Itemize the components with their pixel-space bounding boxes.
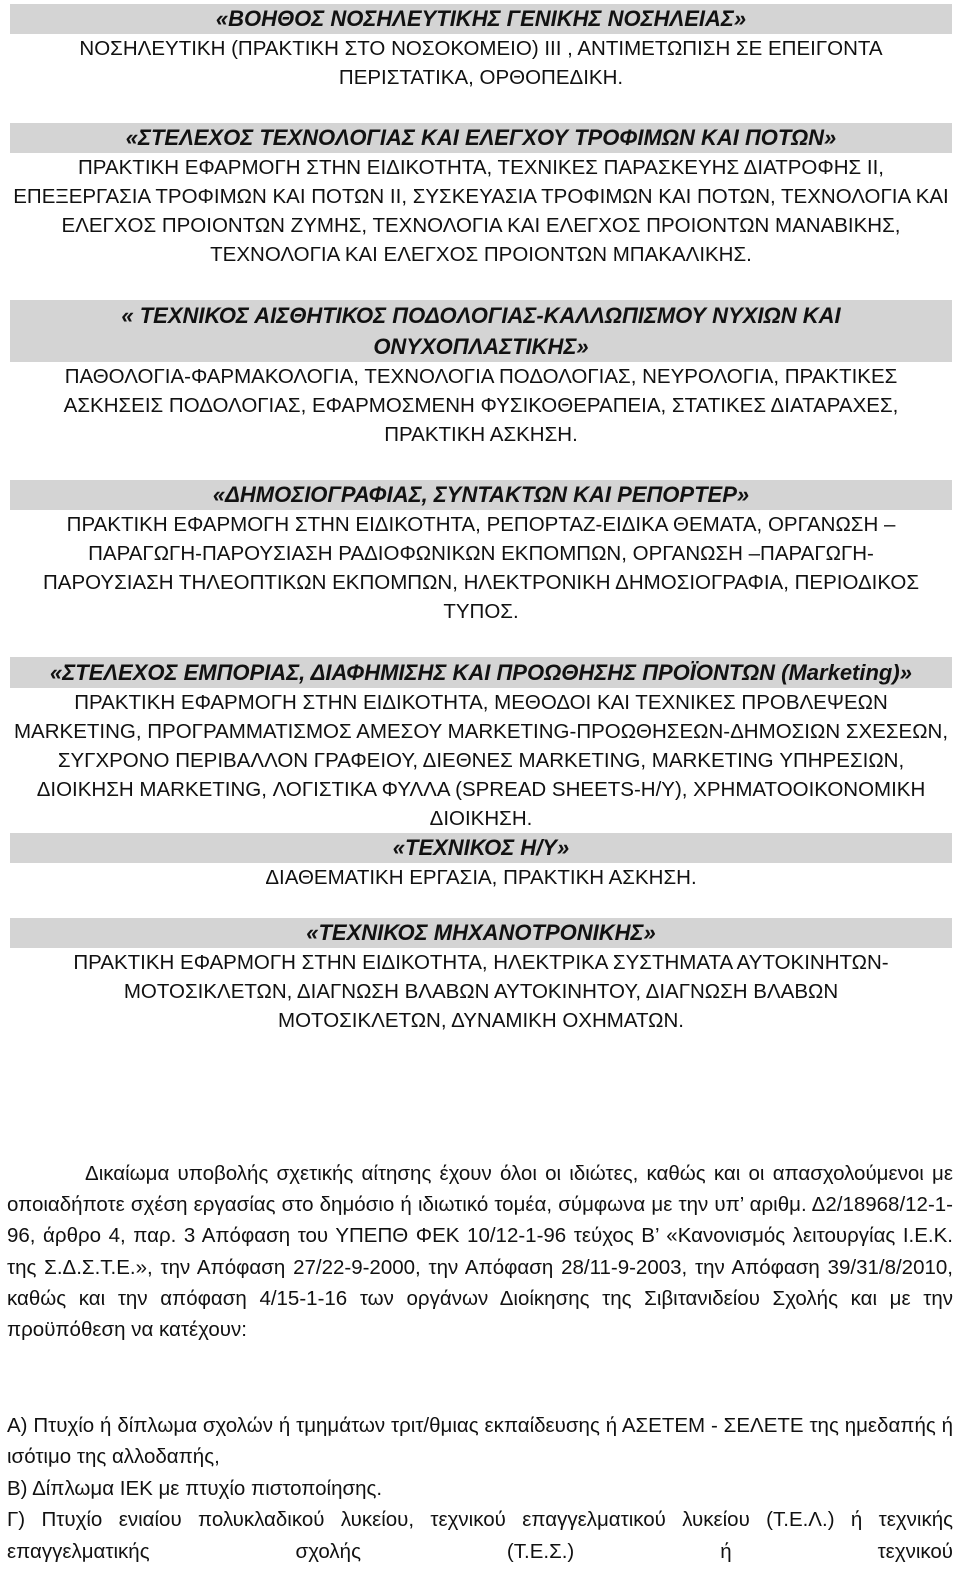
spacer [10, 892, 952, 918]
eligibility-text: Δικαίωμα υποβολής σχετικής αίτησης έχουν όλοι οι ιδιώτες, καθώς και οι απασχολούμενοι με οποιαδήποτε σχέση εργασίας στο δημόσιο ή ιδιωτικό τομέα, σύμφωνα με την υπ’ αριθμ. Δ2/18968/12-1-96, άρθρο 4, παρ. 3 Απόφαση του ΥΠΕΠΘ ΦΕΚ 10/12-1-96 τεύχος Β’ «Κανονισμός λειτουργίας Ι.Ε.Κ. της Σ.Δ.Σ.Τ.Ε.», την Απόφαση 27/22-9-2000, την Απόφαση 28/11-9-2003, την Απόφαση 39/31/8/2010, καθώς και την απόφαση 4/15-1-16 των οργάνων Διοίκησης της Σιβιτανιδείου Σχολής και με την προϋπόθεση να κατέχουν: [7, 1162, 953, 1342]
spacer [10, 449, 952, 480]
specialty-description: ΠΡΑΚΤΙΚΗ ΕΦΑΡΜΟΓΗ ΣΤΗΝ ΕΙΔΙΚΟΤΗΤΑ, ΡΕΠΟΡΤΑΖ-ΕΙΔΙΚΑ ΘΕΜΑΤΑ, ΟΡΓΑΝΩΣΗ –ΠΑΡΑΓΩΓΗ-ΠΑΡΟΥΣΙΑΣΗ ΡΑΔΙΟΦΩΝΙΚΩΝ ΕΚΠΟΜΠΩΝ, ΟΡΓΑΝΩΣΗ –ΠΑΡΑΓΩΓΗ-ΠΑΡΟΥΣΙΑΣΗ ΤΗΛΕΟΠΤΙΚΩΝ ΕΚΠΟΜΠΩΝ, ΗΛΕΚΤΡΟΝΙΚΗ ΔΗΜΟΣΙΟΓΡΑΦΙΑ, ΠΕΡΙΟΔΙΚΟΣ ΤΥΠΟΣ. [42, 513, 920, 623]
specialty-title: «ΣΤΕΛΕΧΟΣ ΕΜΠΟΡΙΑΣ, ΔΙΑΦΗΜΙΣΗΣ ΚΑΙ ΠΡΟΩΘΗΣΗΣ ΠΡΟΪΟΝΤΩΝ (Marketing)» [10, 657, 952, 688]
specialty-nursing-assistant [10, 4, 952, 92]
specialty-description: ΠΑΘΟΛΟΓΙΑ-ΦΑΡΜΑΚΟΛΟΓΙΑ, ΤΕΧΝΟΛΟΓΙΑ ΠΟΔΟΛΟΓΙΑΣ, ΝΕΥΡΟΛΟΓΙΑ, ΠΡΑΚΤΙΚΕΣ ΑΣΚΗΣΕΙΣ ΠΟΔΟΛΟΓΙΑΣ, ΕΦΑΡΜΟΣΜΕΝΗ ΦΥΣΙΚΟΘΕΡΑΠΕΙΑ, ΣΤΑΤΙΚΕΣ ΔΙΑΤΑΡΑΧΕΣ, ΠΡΑΚΤΙΚΗ ΑΣΚΗΣΗ. [63, 365, 899, 446]
specialty-podiatry [10, 300, 952, 449]
specialty-title: «ΤΕΧΝΙΚΟΣ Η/Υ» [10, 833, 952, 863]
qualification-item: Α) Πτυχίο ή δίπλωμα σχολών ή τμημάτων τριτ/θμιας εκπαίδευσης ή ΑΣΕΤΕΜ - ΣΕΛΕΤΕ της ημεδαπής ή ισότιμο της αλλοδαπής, [7, 1414, 953, 1469]
qualification-item: Β) Δίπλωμα ΙΕΚ με πτυχίο πιστοποίησης. [7, 1476, 383, 1500]
qualification-item: Γ) Πτυχίο ενιαίου πολυκλαδικού λυκείου, τεχνικού επαγγελματικού λυκείου (Τ.Ε.Λ.) ή τεχνικής επαγγελματικής σχολής (Τ.Ε.Σ.) ή τεχνικού [7, 1508, 953, 1563]
spacer [10, 269, 952, 300]
specialty-computer-technician [10, 833, 952, 892]
qualifications-list [7, 1410, 953, 1567]
specialty-description: ΠΡΑΚΤΙΚΗ ΕΦΑΡΜΟΓΗ ΣΤΗΝ ΕΙΔΙΚΟΤΗΤΑ, ΗΛΕΚΤΡΙΚΑ ΣΥΣΤΗΜΑΤΑ ΑΥΤΟΚΙΝΗΤΩΝ-ΜΟΤΟΣΙΚΛΕΤΩΝ, ΔΙΑΓΝΩΣΗ ΒΛΑΒΩΝ ΑΥΤΟΚΙΝΗΤΟΥ, ΔΙΑΓΝΩΣΗ ΒΛΑΒΩΝ ΜΟΤΟΣΙΚΛΕΤΩΝ, ΔΥΝΑΜΙΚΗ ΟΧΗΜΑΤΩΝ. [73, 951, 889, 1032]
eligibility-paragraph [7, 1158, 953, 1345]
specialty-journalism [10, 480, 952, 626]
specialty-description: ΔΙΑΘΕΜΑΤΙΚΗ ΕΡΓΑΣΙΑ, ΠΡΑΚΤΙΚΗ ΑΣΚΗΣΗ. [265, 866, 697, 889]
specialty-title: «ΔΗΜΟΣΙΟΓΡΑΦΙΑΣ, ΣΥΝΤΑΚΤΩΝ ΚΑΙ ΡΕΠΟΡΤΕΡ» [10, 480, 952, 510]
specialty-title: «ΣΤΕΛΕΧΟΣ ΤΕΧΝΟΛΟΓΙΑΣ ΚΑΙ ΕΛΕΓΧΟΥ ΤΡΟΦΙΜΩΝ ΚΑΙ ΠΟΤΩΝ» [10, 123, 952, 153]
specialties-list [10, 4, 952, 1035]
specialty-marketing [10, 657, 952, 833]
specialty-title: « ΤΕΧΝΙΚΟΣ ΑΙΣΘΗΤΙΚΟΣ ΠΟΔΟΛΟΓΙΑΣ-ΚΑΛΛΩΠΙΣΜΟΥ ΝΥΧΙΩΝ ΚΑΙ ΟΝΥΧΟΠΛΑΣΤΙΚΗΣ» [10, 300, 952, 362]
specialty-food-technology [10, 123, 952, 269]
specialty-mechatronics [10, 918, 952, 1035]
spacer [10, 92, 952, 123]
specialty-description: ΠΡΑΚΤΙΚΗ ΕΦΑΡΜΟΓΗ ΣΤΗΝ ΕΙΔΙΚΟΤΗΤΑ, ΜΕΘΟΔΟΙ ΚΑΙ ΤΕΧΝΙΚΕΣ ΠΡΟΒΛΕΨΕΩΝ MARKETING, ΠΡΟΓΡΑΜΜΑΤΙΣΜΟΣ ΑΜΕΣΟΥ MARKETING-ΠΡΟΩΘΗΣΕΩΝ-ΔΗΜΟΣΙΩΝ ΣΧΕΣΕΩΝ, ΣΥΓΧΡΟΝΟ ΠΕΡΙΒΑΛΛΟΝ ΓΡΑΦΕΙΟΥ, ΔΙΕΘΝΕΣ MARKETING, MARKETING ΥΠΗΡΕΣΙΩΝ, ΔΙΟΙΚΗΣΗ MARKETING, ΛΟΓΙΣΤΙΚΑ ΦΥΛΛΑ (SPREAD SHEETS-Η/Υ), ΧΡΗΜΑΤΟΟΙΚΟΝΟΜΙΚΗ ΔΙΟΙΚΗΣΗ. [13, 691, 949, 830]
specialty-title: «ΤΕΧΝΙΚΟΣ ΜΗΧΑΝΟΤΡΟΝΙΚΗΣ» [10, 918, 952, 948]
specialty-description: ΝΟΣΗΛΕΥΤΙΚΗ (ΠΡΑΚΤΙΚΗ ΣΤΟ ΝΟΣΟΚΟΜΕΙΟ) ΙΙΙ , ΑΝΤΙΜΕΤΩΠΙΣΗ ΣΕ ΕΠΕΙΓΟΝΤΑ ΠΕΡΙΣΤΑΤΙΚΑ, ΟΡΘΟΠΕΔΙΚΗ. [79, 37, 883, 89]
specialty-title: «ΒΟΗΘΟΣ ΝΟΣΗΛΕΥΤΙΚΗΣ ΓΕΝΙΚΗΣ ΝΟΣΗΛΕΙΑΣ» [10, 4, 952, 34]
specialty-description: ΠΡΑΚΤΙΚΗ ΕΦΑΡΜΟΓΗ ΣΤΗΝ ΕΙΔΙΚΟΤΗΤΑ, ΤΕΧΝΙΚΕΣ ΠΑΡΑΣΚΕΥΗΣ ΔΙΑΤΡΟΦΗΣ ΙΙ, ΕΠΕΞΕΡΓΑΣΙΑ ΤΡΟΦΙΜΩΝ ΚΑΙ ΠΟΤΩΝ ΙΙ, ΣΥΣΚΕΥΑΣΙΑ ΤΡΟΦΙΜΩΝ ΚΑΙ ΠΟΤΩΝ, ΤΕΧΝΟΛΟΓΙΑ ΚΑΙ ΕΛΕΓΧΟΣ ΠΡΟΙΟΝΤΩΝ ΖΥΜΗΣ, ΤΕΧΝΟΛΟΓΙΑ ΚΑΙ ΕΛΕΓΧΟΣ ΠΡΟΙΟΝΤΩΝ ΜΑΝΑΒΙΚΗΣ, ΤΕΧΝΟΛΟΓΙΑ ΚΑΙ ΕΛΕΓΧΟΣ ΠΡΟΙΟΝΤΩΝ ΜΠΑΚΑΛΙΚΗΣ. [13, 156, 949, 266]
spacer [10, 626, 952, 657]
